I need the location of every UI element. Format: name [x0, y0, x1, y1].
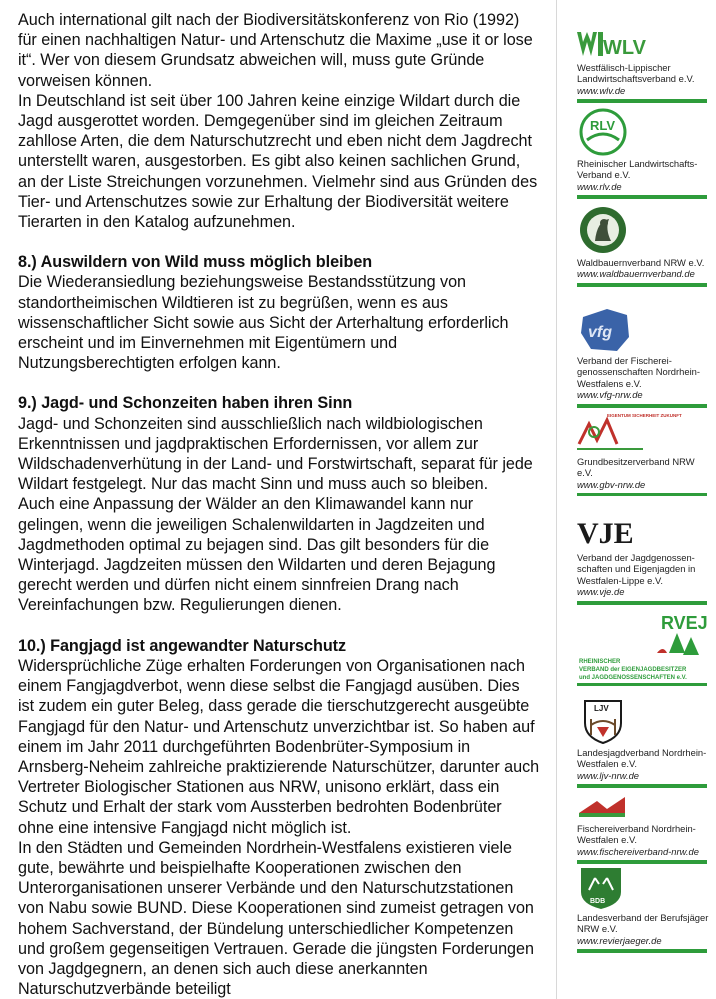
org-name: Landesjagdverband Nordrhein-Westfalen e.V. — [577, 747, 707, 770]
org-url: www.ljv-nrw.de — [577, 769, 639, 781]
org-rlv — [577, 108, 709, 199]
vfg-logo-text: vfg — [588, 324, 612, 341]
waldbauern-logo — [577, 205, 709, 255]
divider — [577, 404, 707, 408]
org-url: www.vje.de — [577, 586, 625, 598]
gbv-logo — [577, 410, 709, 454]
org-waldbauernverband — [577, 205, 709, 287]
svg-text:VERBAND der EIGENJAGDBESITZER: VERBAND der EIGENJAGDBESITZER — [579, 667, 687, 673]
paragraph: In den Städten und Gemeinden Nordrhein-Westfalens existieren viele gute, bewährte und beispielhafte Kooperationen zwischen den Unterorganisationen unserer Verbände und den Naturschutzstationen von Nabu sowie BUND. Diese Kooperationen sind zumeist getragen von hohem Sachverstand, der Bündelung unterschiedlicher Kompetenzen und großem gegenseitigen Vertrauen. Gerade die jüngsten Forderungen von Jagdgegnern, an denen sich auch diese anerkannten Naturschutzverbände beteiligt — [18, 838, 534, 999]
sponsor-sidebar — [556, 0, 716, 999]
divider — [577, 283, 707, 287]
org-berufsjaeger — [577, 866, 709, 953]
org-vfg — [577, 307, 709, 408]
org-vje — [577, 512, 709, 605]
org-url: www.vfg-nrw.de — [577, 389, 643, 401]
org-grundbesitzerverband — [577, 410, 709, 496]
section-heading-10: 10.) Fangjagd ist angewandter Naturschutz — [18, 636, 347, 655]
org-name: Verband der Jagdgenossen-schaften und Eigenjagden in Westfalen-Lippe e.V. — [577, 552, 696, 586]
divider — [577, 949, 707, 953]
org-fischereiverband — [577, 795, 709, 864]
org-ljv — [577, 697, 709, 788]
org-url: www.rlv.de — [577, 180, 622, 192]
paragraph: Widersprüchliche Züge erhalten Forderungen von Organisationen nach einem Fangjagdverbot, wenn diese selbst die Fangjagd ausüben. Dies ist zudem ein guter Beleg, dass gerade die tierschutzgerecht ausgeübte Fangjagd für den Natur- und Artenschutz unverzichtbar ist. So haben auf einem im Jahr 2011 durchgeführten Bodenbrüter-Symposium in Arnsberg-Neheim zahlreiche praktizierende Naturschützer, darunter auch Vertreter Biologischer Stationen aus NRW, unisono erklärt, dass ein Schutz und Erhalt der stark vom Aussterben bedrohten Bodenbrüter ohne eine intensive Fangjagd nicht möglich ist. — [18, 656, 540, 837]
org-url: www.waldbauernverband.de — [577, 268, 695, 280]
divider — [577, 784, 707, 788]
paragraph: Auch international gilt nach der Biodiversitätskonferenz von Rio (1992) für einen nachhaltigen Natur- und Artenschutz die Maxime „use it or lose it“. Wer von diesem Grundsatz abweichen will, muss gute Gründe vorweisen können. — [18, 11, 533, 90]
paragraph: In Deutschland ist seit über 100 Jahren keine einzige Wildart durch die Jagd ausgerottet worden. Demgegenüber sind im gleichen Zeitraum zahllose Arten, die dem Naturschutzrecht und eben nicht dem Jagdrecht unterstellt waren, ausgestorben. Es gibt also keinen sachlichen Grund, an der Liste Streichungen vorzunehmen. Vielmehr sind aus Gründen des Tier- und Artenschutzes sowie zur Erhaltung der Biodiversität weitere Tierarten in den Katalog aufzunehmen. — [18, 91, 538, 232]
berufsjaeger-logo-text: BDB — [590, 898, 606, 905]
wlv-logo — [577, 28, 709, 60]
svg-text:und JAGDGENOSSENSCHAFTEN e.V.: und JAGDGENOSSENSCHAFTEN e.V. — [579, 675, 687, 681]
fischereiverband-logo — [577, 795, 709, 821]
org-name: Grundbesitzerverband NRW e.V. — [577, 456, 695, 479]
ljv-logo-text: LJV — [594, 704, 609, 713]
divider — [577, 195, 707, 199]
org-url: www.revierjaeger.de — [577, 934, 662, 946]
section-heading-9: 9.) Jagd- und Schonzeiten haben ihren Sinn — [18, 394, 353, 413]
rlv-logo-text: RLV — [590, 118, 616, 133]
org-url: www.gbv-nrw.de — [577, 478, 646, 490]
wlv-logo-text: WLV — [603, 37, 646, 59]
divider — [577, 860, 707, 864]
org-url: www.fischereiverband-nrw.de — [577, 845, 699, 857]
paragraph: Die Wiederansiedlung beziehungsweise Bestandsstützung von standortheimischen Wildtieren ist zu begrüßen, wenn es aus wissenschaftlicher Sicht sowie aus Sicht der Arterhaltung erforderlich erscheint und im Einvernehmen mit Eigentümern und Nutzungsberechtigten erfolgen kann. — [18, 273, 509, 373]
vje-logo — [577, 512, 709, 550]
org-rvej — [577, 607, 709, 689]
berufsjaeger-logo — [577, 866, 709, 910]
org-wlv — [577, 28, 709, 103]
paragraph: Auch eine Anpassung der Wälder an den Klimawandel kann nur gelingen, wenn die jeweiligen Schalenwildarten in Jagdzeiten und Jagdmethoden optimal zu bejagen sind. Das gilt besonders für die Winterjagd. Jagdzeiten müssen den Wildarten und deren Bejagung gerecht werden und dürfen nicht einem sinnfreien Drang nach Vereinfachungen bzw. Regulierungen dienen. — [18, 495, 496, 615]
org-name: Fischereiverband Nordrhein-Westfalen e.V. — [577, 823, 696, 846]
org-name: Rheinischer Landwirtschafts-Verband e.V. — [577, 158, 698, 181]
rvej-logo-text: RVEJ — [661, 613, 708, 633]
org-url: www.wlv.de — [577, 84, 626, 96]
org-name: Landesverband der Berufsjäger NRW e.V. — [577, 912, 709, 935]
divider — [577, 493, 707, 496]
divider — [577, 601, 707, 605]
ljv-logo — [577, 697, 709, 745]
divider — [577, 99, 707, 103]
org-name: Waldbauernverband NRW e.V. — [577, 257, 705, 268]
paragraph: Jagd- und Schonzeiten sind ausschließlich nach wildbiologischen Erkenntnissen und jagdpraktischen Erfordernissen, vor allem zur Wildschadenverhütung in der Land- und Forstwirtschaft, separat für jede Wildart festgelegt. Nur das macht Sinn und muss auch so bleiben. — [18, 414, 533, 494]
section-heading-8: 8.) Auswildern von Wild muss möglich bleiben — [18, 253, 373, 272]
org-name: Westfälisch-Lippischer Landwirtschaftsverband e.V. — [577, 62, 695, 85]
svg-text:RHEINISCHER: RHEINISCHER — [579, 659, 621, 665]
vje-logo-text: VJE — [577, 517, 634, 550]
main-text — [18, 10, 540, 999]
rvej-logo — [577, 607, 709, 687]
vfg-logo — [577, 307, 709, 353]
org-name: Verband der Fischerei-genossenschaften Nordrhein-Westfalens e.V. — [577, 355, 700, 389]
rlv-logo — [577, 108, 709, 156]
gbv-logo-text: EIGENTUM SICHERHEIT ZUKUNFT — [607, 413, 682, 418]
